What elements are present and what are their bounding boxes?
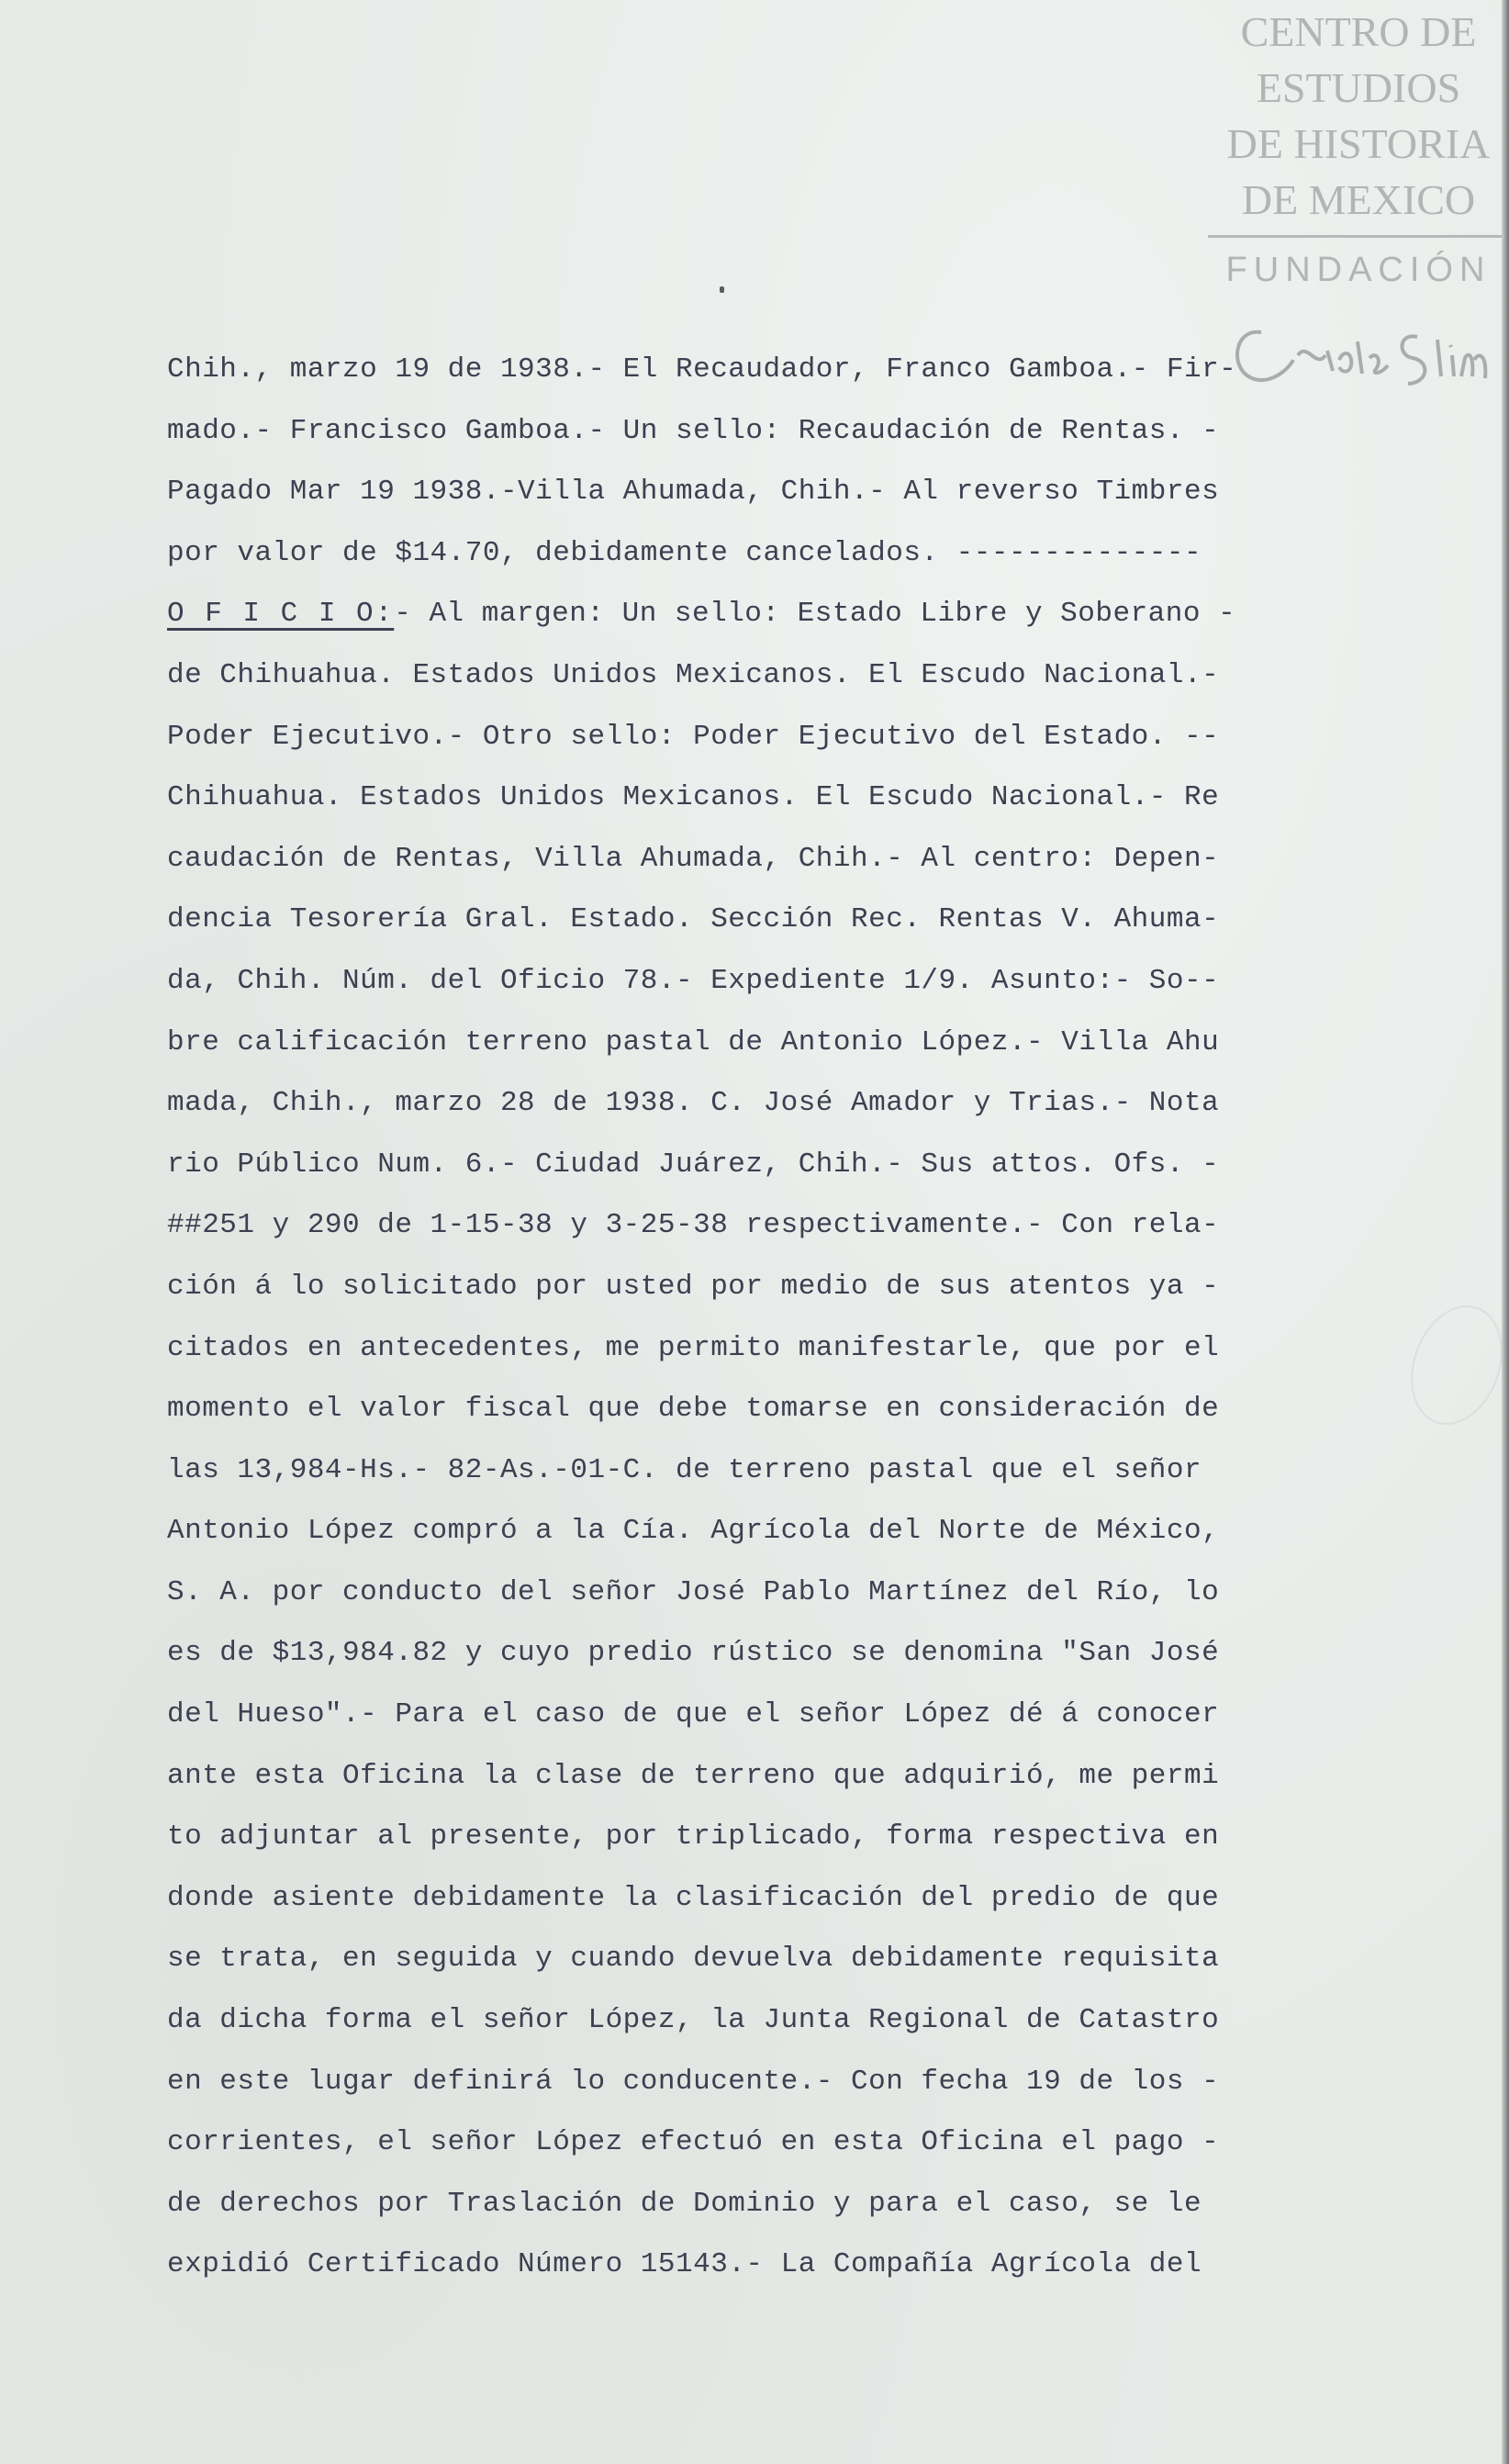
text-line: Poder Ejecutivo.- Otro sello: Poder Ejecutivo del Estado. -- <box>167 720 1220 753</box>
watermark-line: ESTUDIOS <box>1256 64 1461 111</box>
text-line: por valor de $14.70, debidamente cancelados. -------------- <box>167 536 1202 569</box>
text-line: de Chihuahua. Estados Unidos Mexicanos. El Escudo Nacional.- <box>167 658 1220 691</box>
text-line: ción á lo solicitado por usted por medio de sus atentos ya - <box>167 1270 1220 1303</box>
oficio-line <box>167 584 1278 645</box>
text-line: de derechos por Traslación de Dominio y para el caso, se le <box>167 2187 1202 2220</box>
watermark-divider <box>1208 235 1509 238</box>
text-line: caudación de Rentas, Villa Ahumada, Chih.- Al centro: Depen- <box>167 842 1220 875</box>
text-line: mada, Chih., marzo 28 de 1938. C. José Amador y Trias.- Nota <box>167 1087 1220 1120</box>
watermark-line: DE HISTORIA <box>1226 120 1491 167</box>
text-line: Antonio López compró a la Cía. Agrícola del Norte de México, <box>167 1515 1220 1548</box>
text-line: en este lugar definirá lo conducente.- Con fecha 19 de los - <box>167 2065 1220 2098</box>
oficio-heading: O F I C I O: <box>167 598 395 631</box>
text-line: momento el valor fiscal que debe tomarse en consideración de <box>167 1393 1220 1426</box>
text-line: Chih., marzo 19 de 1938.- El Recaudador, Franco Gamboa.- Fir- <box>167 353 1237 386</box>
watermark-line: CENTRO DE <box>1240 8 1477 55</box>
text-line: da dicha forma el señor López, la Junta Regional de Catastro <box>167 2004 1220 2037</box>
text-line: da, Chih. Núm. del Oficio 78.- Expediente 1/9. Asunto:- So-- <box>167 964 1220 997</box>
text-line: dencia Tesorería Gral. Estado. Sección Rec. Rentas V. Ahuma- <box>167 903 1220 936</box>
ink-speck <box>720 286 724 293</box>
text-line: las 13,984-Hs.- 82-As.-01-C. de terreno pastal que el señor <box>167 1453 1202 1486</box>
text-line: se trata, en seguida y cuando devuelva debidamente requisita <box>167 1943 1220 1976</box>
text-line: ##251 y 290 de 1-15-38 y 3-25-38 respectivamente.- Con rela- <box>167 1209 1220 1242</box>
page-edge <box>1502 0 1509 2464</box>
oficio-line-text: - Al margen: Un sello: Estado Libre y Soberano - <box>394 598 1236 631</box>
text-line: expidió Certificado Número 15143.- La Compañía Agrícola del <box>167 2248 1202 2281</box>
text-line: es de $13,984.82 y cuyo predio rústico se denomina "San José <box>167 1637 1220 1670</box>
text-line: citados en antecedentes, me permito manifestarle, que por el <box>167 1331 1220 1364</box>
text-line: mado.- Francisco Gamboa.- Un sello: Recaudación de Rentas. - <box>167 414 1220 447</box>
typed-text-body <box>167 340 1278 2296</box>
watermark-line: DE MEXICO <box>1241 176 1476 223</box>
text-line: rio Público Num. 6.- Ciudad Juárez, Chih.- Sus attos. Ofs. - <box>167 1148 1220 1181</box>
watermark-foundation: FUNDACIÓN <box>1225 251 1492 289</box>
text-line: S. A. por conducto del señor José Pablo Martínez del Río, lo <box>167 1575 1220 1608</box>
text-line: Pagado Mar 19 1938.-Villa Ahumada, Chih.- Al reverso Timbres <box>167 476 1220 509</box>
text-line: corrientes, el señor López efectuó en esta Oficina el pago - <box>167 2126 1220 2159</box>
text-line: del Hueso".- Para el caso de que el señor López dé á conocer <box>167 1698 1220 1731</box>
text-line: Chihuahua. Estados Unidos Mexicanos. El Escudo Nacional.- Re <box>167 781 1220 814</box>
paper-stain <box>1395 1293 1509 1438</box>
text-line: to adjuntar al presente, por triplicado, forma respectiva en <box>167 1820 1220 1854</box>
text-line: donde asiente debidamente la clasificación del predio de que <box>167 1881 1220 1914</box>
text-line: bre calificación terreno pastal de Antonio López.- Villa Ahu <box>167 1025 1220 1058</box>
text-line: ante esta Oficina la clase de terreno que adquirió, me permi <box>167 1759 1220 1792</box>
